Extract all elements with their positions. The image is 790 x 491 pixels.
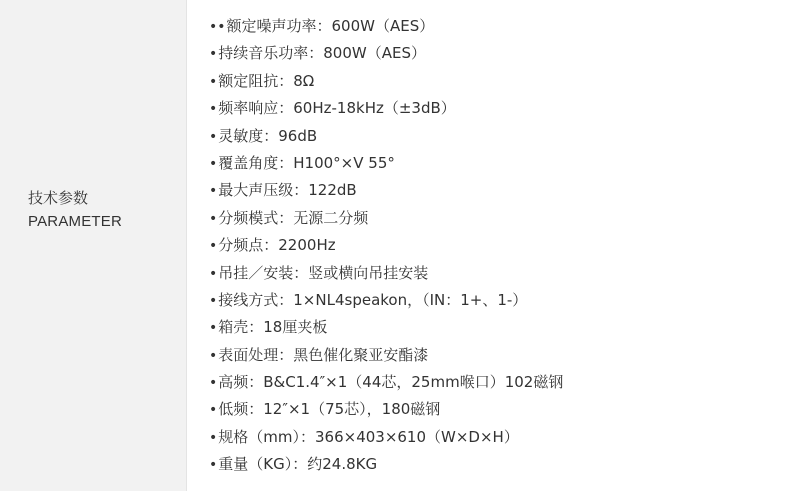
section-label-en: PARAMETER bbox=[28, 213, 123, 230]
bullet-icon: • bbox=[209, 210, 218, 227]
bullet-icon: • bbox=[209, 128, 218, 145]
spec-text: 接线方式：1×NL4speakon，（IN：1+、1-） bbox=[218, 290, 528, 309]
spec-item bbox=[209, 424, 563, 451]
bullet-icon: • bbox=[209, 238, 218, 255]
bullet-icon: • bbox=[209, 73, 218, 90]
spec-item bbox=[209, 260, 563, 287]
bullet-icon: • bbox=[209, 101, 218, 118]
spec-text: 频率响应：60Hz-18kHz（±3dB） bbox=[218, 99, 456, 118]
spec-item bbox=[209, 451, 563, 478]
spec-text: 重量（KG）：约24.8KG bbox=[218, 455, 378, 474]
spec-text: 表面处理：黑色催化聚亚安酯漆 bbox=[218, 345, 429, 364]
value-column bbox=[187, 0, 790, 491]
bullet-icon: • bbox=[209, 265, 218, 282]
bullet-icon: • bbox=[209, 155, 218, 172]
spec-text: 高频：B&C1.4″×1（44芯，25mm喉口）102磁钢 bbox=[218, 373, 564, 392]
spec-text: 覆盖角度：H100°×V 55° bbox=[218, 153, 395, 172]
spec-item bbox=[209, 369, 563, 396]
bullet-icon: • bbox=[209, 183, 218, 200]
spec-text: 额定阻抗：8Ω bbox=[218, 71, 315, 90]
spec-text: 规格（mm）：366×403×610（W×D×H） bbox=[218, 427, 519, 446]
section-label bbox=[28, 187, 122, 233]
bullet-icon: • bbox=[209, 347, 218, 364]
spec-item bbox=[209, 396, 563, 423]
spec-item bbox=[209, 287, 563, 314]
spec-item bbox=[209, 177, 563, 204]
bullet-icon: • bbox=[209, 375, 218, 392]
spec-text: 灵敏度：96dB bbox=[218, 126, 318, 145]
bullet-icon: • bbox=[209, 46, 218, 63]
spec-text: 箱壳：18厘夹板 bbox=[218, 318, 328, 337]
spec-list bbox=[209, 13, 563, 479]
spec-item bbox=[209, 150, 563, 177]
label-column bbox=[0, 0, 187, 491]
spec-item bbox=[209, 205, 563, 232]
bullet-icon: • bbox=[209, 402, 218, 419]
bullet-icon: • bbox=[209, 429, 218, 446]
spec-item bbox=[209, 68, 563, 95]
bullet-icon: • bbox=[209, 292, 218, 309]
spec-text: 额定噪声功率：600W（AES） bbox=[226, 17, 435, 35]
spec-item bbox=[209, 95, 563, 122]
spec-item bbox=[209, 13, 563, 40]
spec-item bbox=[209, 232, 563, 259]
bullet-icon: • bbox=[209, 457, 218, 474]
spec-text: 吊挂／安装：竖或横向吊挂安装 bbox=[218, 263, 429, 282]
section-label-zh: 技术参数 bbox=[28, 189, 89, 207]
spec-text: 持续音乐功率：800W（AES） bbox=[218, 44, 426, 63]
spec-item bbox=[209, 123, 563, 150]
spec-item bbox=[209, 342, 563, 369]
spec-text: 分频点：2200Hz bbox=[218, 236, 336, 255]
bullet-icon: • bbox=[209, 320, 218, 337]
spec-text: 分频模式：无源二分频 bbox=[218, 208, 369, 227]
spec-text: 最大声压级：122dB bbox=[218, 181, 357, 200]
spec-item bbox=[209, 314, 563, 341]
bullet-icon: •• bbox=[209, 19, 226, 35]
spec-item bbox=[209, 40, 563, 67]
spec-text: 低频：12″×1（75芯），180磁钢 bbox=[218, 400, 441, 419]
